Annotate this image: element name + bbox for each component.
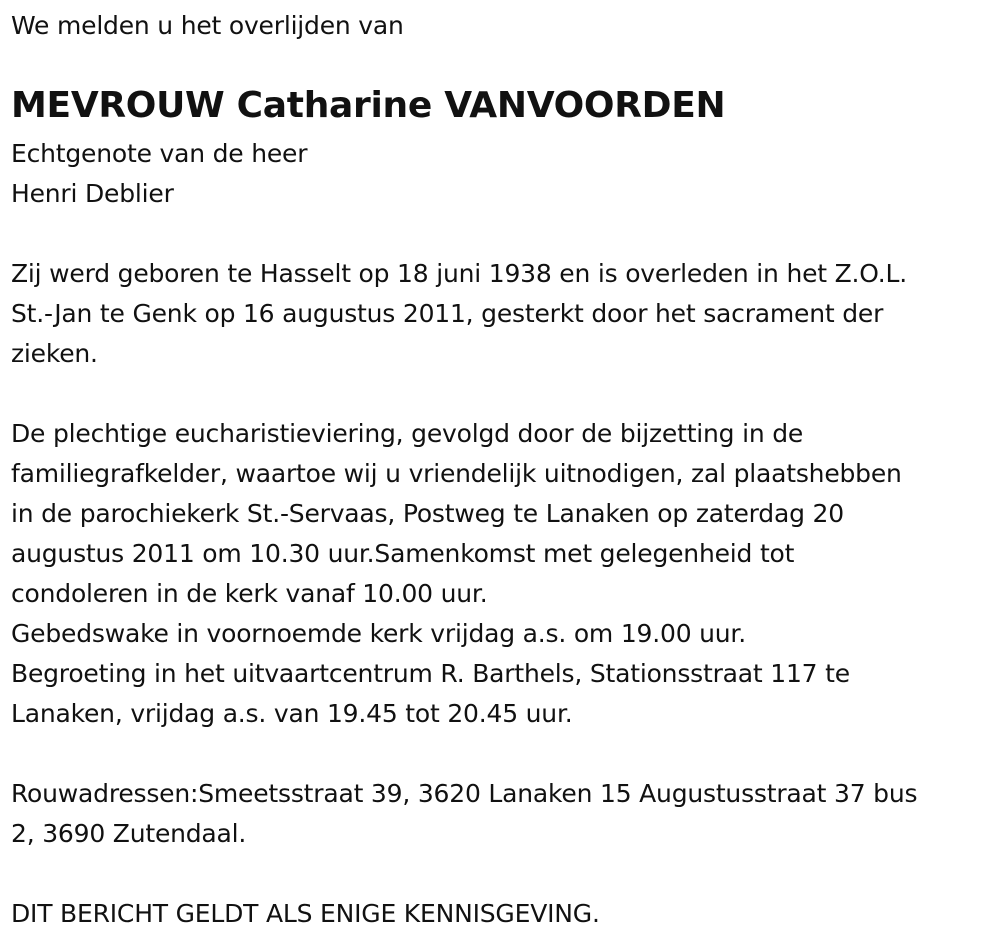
- ceremony-line: Lanaken, vrijdag a.s. van 19.45 tot 20.45 uur.: [11, 699, 573, 728]
- birth-line: Zij werd geboren te Hasselt op 18 juni 1938 en is overleden in het Z.O.L.: [11, 259, 907, 288]
- intro-text: We melden u het overlijden van: [11, 11, 404, 40]
- ceremony-paragraph: [11, 414, 902, 734]
- address-line: Rouwadressen:Smeetsstraat 39, 3620 Lanaken 15 Augustusstraat 37 bus: [11, 779, 918, 808]
- birth-death-paragraph: [11, 254, 907, 374]
- ceremony-line: Begroeting in het uitvaartcentrum R. Barthels, Stationsstraat 117 te: [11, 659, 850, 688]
- deceased-name: MEVROUW Catharine VANVOORDEN: [11, 85, 726, 126]
- spouse-paragraph: [11, 134, 307, 214]
- mourning-address-paragraph: [11, 774, 917, 854]
- ceremony-line: familiegrafkelder, waartoe wij u vriendelijk uitnodigen, zal plaatshebben: [11, 459, 902, 488]
- footer-notice: DIT BERICHT GELDT ALS ENIGE KENNISGEVING.: [11, 899, 600, 928]
- spouse-line: Echtgenote van de heer: [11, 139, 308, 168]
- spouse-line: Henri Deblier: [11, 179, 174, 208]
- ceremony-line: in de parochiekerk St.-Servaas, Postweg te Lanaken op zaterdag 20: [11, 499, 844, 528]
- address-line: 2, 3690 Zutendaal.: [11, 819, 247, 848]
- birth-line: zieken.: [11, 339, 98, 368]
- birth-line: St.-Jan te Genk op 16 augustus 2011, gesterkt door het sacrament der: [11, 299, 884, 328]
- ceremony-line: Gebedswake in voornoemde kerk vrijdag a.s. om 19.00 uur.: [11, 619, 746, 648]
- ceremony-line: augustus 2011 om 10.30 uur.Samenkomst met gelegenheid tot: [11, 539, 795, 568]
- ceremony-line: De plechtige eucharistieviering, gevolgd door de bijzetting in de: [11, 419, 804, 448]
- ceremony-line: condoleren in de kerk vanaf 10.00 uur.: [11, 579, 488, 608]
